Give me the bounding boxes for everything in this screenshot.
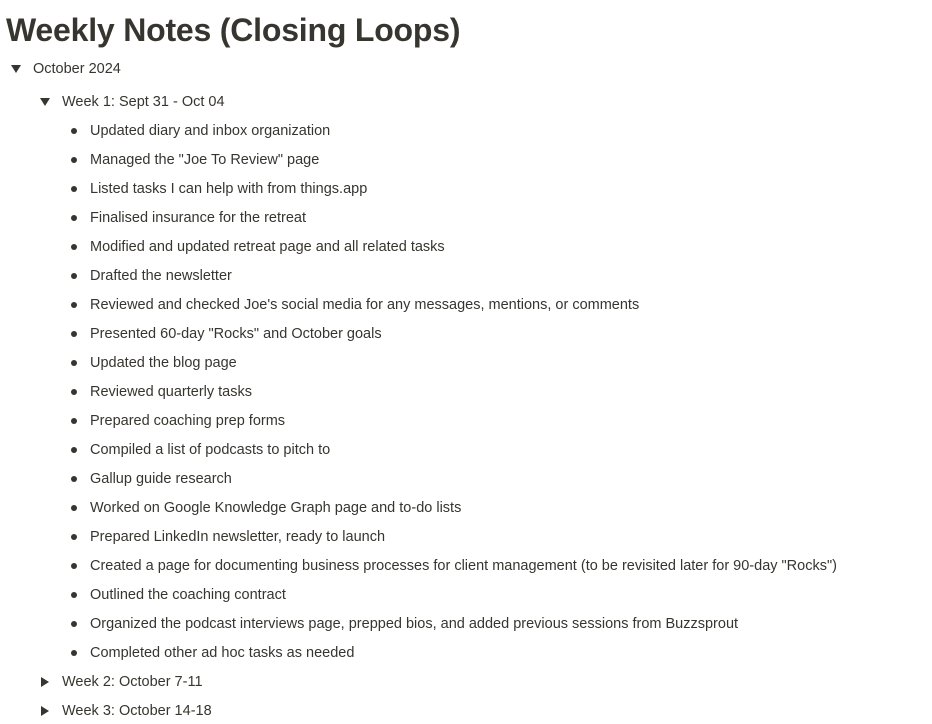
- toggle-week-2[interactable]: [62, 671, 203, 693]
- list-item[interactable]: [90, 526, 385, 548]
- bullet-icon: [71, 650, 77, 656]
- bullet-icon: [71, 360, 77, 366]
- bullet-icon: [71, 418, 77, 424]
- bullet-icon: [71, 476, 77, 482]
- bullet-icon: [71, 389, 77, 395]
- list-item[interactable]: [90, 265, 232, 287]
- bullet-icon: [71, 563, 77, 569]
- list-item-text: Prepared LinkedIn newsletter, ready to launch: [90, 529, 386, 545]
- bullet-icon: [71, 505, 77, 511]
- triangle-right-icon[interactable]: [37, 700, 53, 722]
- list-item-text: Reviewed quarterly tasks: [90, 384, 252, 400]
- bullet-icon: [71, 215, 77, 221]
- list-item-text: Outlined the coaching contract: [90, 587, 286, 603]
- list-item[interactable]: [90, 120, 330, 142]
- list-item-text: Finalised insurance for the retreat: [90, 210, 306, 226]
- toggle-label: Week 3: October 14-18: [62, 703, 212, 719]
- list-item-text: Gallup guide research: [90, 471, 232, 487]
- list-item[interactable]: [90, 178, 367, 200]
- list-item-text: Organized the podcast interviews page, prepped bios, and added previous sessions from Buzzsprout: [90, 616, 739, 632]
- triangle-right-icon[interactable]: [37, 671, 53, 693]
- toggle-label: Week 1: Sept 31 - Oct 04: [62, 94, 225, 110]
- bullet-icon: [71, 621, 77, 627]
- list-item[interactable]: [90, 352, 237, 374]
- triangle-down-icon[interactable]: [37, 91, 53, 113]
- list-item[interactable]: [90, 381, 252, 403]
- list-item-text: Completed other ad hoc tasks as needed: [90, 645, 355, 661]
- list-item-text: Listed tasks I can help with from things.app: [90, 181, 368, 197]
- list-item-text: Prepared coaching prep forms: [90, 413, 286, 429]
- list-item[interactable]: [90, 468, 232, 490]
- list-item-text: Drafted the newsletter: [90, 268, 232, 284]
- list-item[interactable]: [90, 207, 306, 229]
- page-title: Weekly Notes (Closing Loops): [6, 12, 461, 48]
- list-item[interactable]: [90, 613, 738, 635]
- list-item-text: Modified and updated retreat page and all related tasks: [90, 239, 445, 255]
- list-item[interactable]: [90, 410, 285, 432]
- list-item[interactable]: [90, 236, 445, 258]
- list-item-text: Compiled a list of podcasts to pitch to: [90, 442, 331, 458]
- list-item-text: Worked on Google Knowledge Graph page and to-do lists: [90, 500, 462, 516]
- list-item[interactable]: [90, 149, 319, 171]
- bullet-icon: [71, 592, 77, 598]
- list-item[interactable]: [90, 323, 382, 345]
- list-item-text: Reviewed and checked Joe's social media for any messages, mentions, or comments: [90, 297, 640, 313]
- list-item[interactable]: [90, 642, 354, 664]
- list-item-text: Created a page for documenting business processes for client management (to be revisited later for 90-day "Rocks"): [90, 558, 837, 574]
- list-item[interactable]: [90, 439, 330, 461]
- list-item[interactable]: [90, 294, 639, 316]
- toggle-label: October 2024: [33, 61, 121, 77]
- toggle-week-3[interactable]: [62, 700, 212, 722]
- toggle-label: Week 2: October 7-11: [62, 674, 203, 690]
- toggle-week-1[interactable]: [62, 91, 225, 113]
- bullet-icon: [71, 302, 77, 308]
- list-item[interactable]: [90, 497, 461, 519]
- list-item[interactable]: [90, 555, 837, 577]
- bullet-icon: [71, 534, 77, 540]
- bullet-icon: [71, 244, 77, 250]
- bullet-icon: [71, 447, 77, 453]
- bullet-icon: [71, 157, 77, 163]
- bullet-icon: [71, 331, 77, 337]
- list-item-text: Managed the "Joe To Review" page: [90, 152, 320, 168]
- list-item-text: Updated the blog page: [90, 355, 237, 371]
- bullet-icon: [71, 273, 77, 279]
- list-item-text: Presented 60-day "Rocks" and October goals: [90, 326, 382, 342]
- toggle-october-2024[interactable]: [33, 58, 121, 80]
- bullet-icon: [71, 186, 77, 192]
- triangle-down-icon[interactable]: [8, 58, 24, 80]
- list-item-text: Updated diary and inbox organization: [90, 123, 331, 139]
- list-item[interactable]: [90, 584, 286, 606]
- bullet-icon: [71, 128, 77, 134]
